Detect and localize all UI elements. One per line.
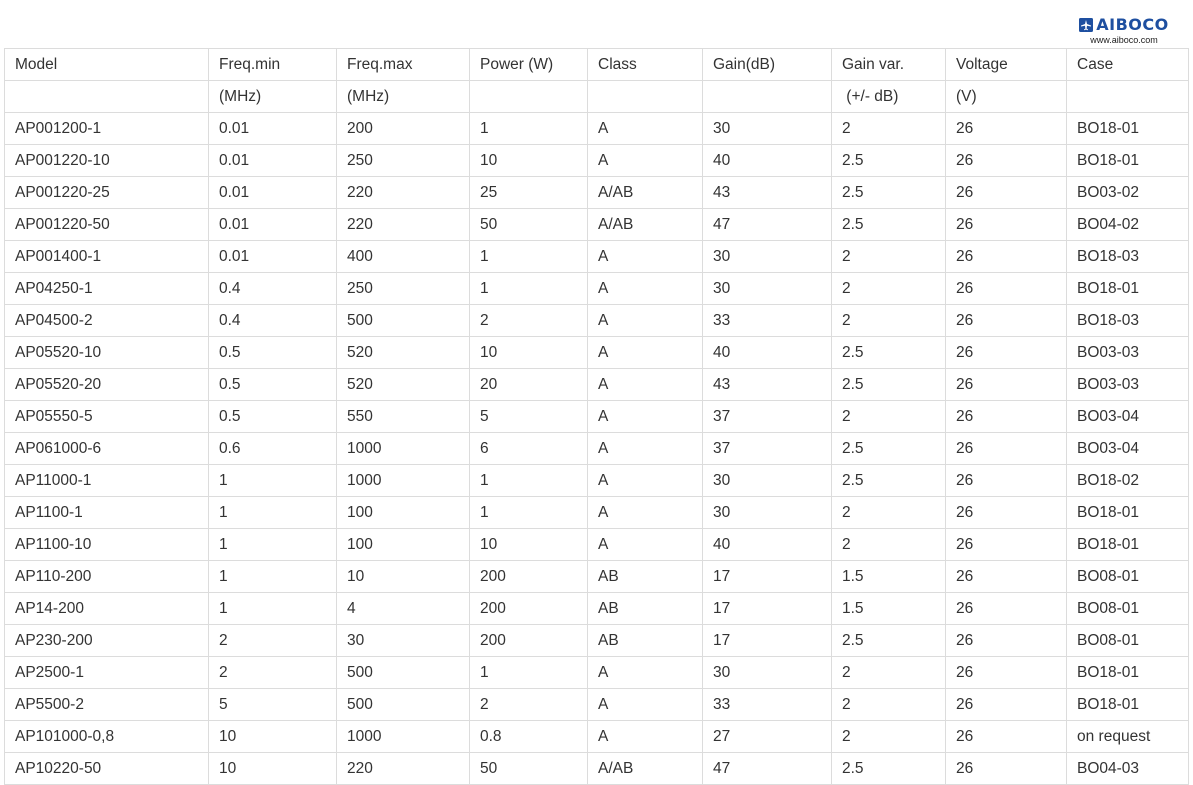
cell-gain: 17 <box>703 593 832 625</box>
cell-gain-var: 2 <box>832 305 946 337</box>
cell-gain-var: 2 <box>832 241 946 273</box>
cell-class: AB <box>588 625 703 657</box>
table-row <box>5 657 1189 689</box>
cell-case: BO18-01 <box>1067 145 1189 177</box>
cell-model: AP1100-10 <box>5 529 209 561</box>
header-row <box>5 49 1189 81</box>
units-row <box>5 81 1189 113</box>
cell-case: BO18-01 <box>1067 529 1189 561</box>
cell-gain: 30 <box>703 497 832 529</box>
cell-power: 1 <box>470 241 588 273</box>
table-row <box>5 209 1189 241</box>
cell-gain-var: 1.5 <box>832 561 946 593</box>
cell-model: AP001200-1 <box>5 113 209 145</box>
cell-case: BO18-01 <box>1067 497 1189 529</box>
table-row <box>5 273 1189 305</box>
cell-case: BO18-01 <box>1067 273 1189 305</box>
table-body <box>5 49 1189 785</box>
cell-class: AB <box>588 593 703 625</box>
table-row <box>5 721 1189 753</box>
cell-freq-max: 30 <box>337 625 470 657</box>
cell-power: 10 <box>470 145 588 177</box>
cell-gain-var: 2.5 <box>832 625 946 657</box>
cell-gain-var: 2 <box>832 689 946 721</box>
cell-freq-max: 400 <box>337 241 470 273</box>
cell-voltage: 26 <box>946 145 1067 177</box>
cell-voltage: 26 <box>946 369 1067 401</box>
cell-power: 20 <box>470 369 588 401</box>
cell-freq-min: 0.5 <box>209 369 337 401</box>
cell-class: A <box>588 369 703 401</box>
cell-model: AP001400-1 <box>5 241 209 273</box>
cell-gain-var: 2.5 <box>832 145 946 177</box>
cell-freq-max: 550 <box>337 401 470 433</box>
cell-freq-max: 100 <box>337 497 470 529</box>
units-cell-gain <box>703 81 832 113</box>
cell-gain: 37 <box>703 433 832 465</box>
cell-gain: 30 <box>703 241 832 273</box>
cell-gain: 37 <box>703 401 832 433</box>
cell-voltage: 26 <box>946 625 1067 657</box>
cell-freq-max: 520 <box>337 337 470 369</box>
units-cell-voltage: (V) <box>946 81 1067 113</box>
cell-model: AP1100-1 <box>5 497 209 529</box>
cell-gain-var: 2 <box>832 497 946 529</box>
cell-gain-var: 2.5 <box>832 369 946 401</box>
cell-voltage: 26 <box>946 241 1067 273</box>
cell-freq-min: 1 <box>209 497 337 529</box>
table-row <box>5 305 1189 337</box>
cell-power: 1 <box>470 497 588 529</box>
cell-gain: 30 <box>703 657 832 689</box>
table-row <box>5 145 1189 177</box>
cell-power: 200 <box>470 561 588 593</box>
cell-freq-min: 1 <box>209 529 337 561</box>
cell-gain: 30 <box>703 113 832 145</box>
cell-model: AP001220-10 <box>5 145 209 177</box>
cell-freq-max: 1000 <box>337 465 470 497</box>
cell-voltage: 26 <box>946 465 1067 497</box>
cell-gain-var: 2.5 <box>832 433 946 465</box>
cell-freq-min: 0.01 <box>209 113 337 145</box>
cell-class: A <box>588 529 703 561</box>
table-row <box>5 529 1189 561</box>
cell-model: AP14-200 <box>5 593 209 625</box>
cell-gain-var: 1.5 <box>832 593 946 625</box>
aiboco-logo <box>1069 15 1179 47</box>
cell-freq-min: 1 <box>209 561 337 593</box>
cell-voltage: 26 <box>946 529 1067 561</box>
cell-voltage: 26 <box>946 113 1067 145</box>
cell-class: A <box>588 657 703 689</box>
cell-freq-max: 500 <box>337 657 470 689</box>
cell-model: AP110-200 <box>5 561 209 593</box>
cell-class: A <box>588 497 703 529</box>
cell-model: AP11000-1 <box>5 465 209 497</box>
cell-freq-min: 0.4 <box>209 305 337 337</box>
cell-gain-var: 2 <box>832 657 946 689</box>
cell-gain-var: 2.5 <box>832 209 946 241</box>
table-row <box>5 625 1189 657</box>
header-cell-freq-min: Freq.min <box>209 49 337 81</box>
cell-case: BO08-01 <box>1067 625 1189 657</box>
cell-gain: 17 <box>703 625 832 657</box>
table-row <box>5 561 1189 593</box>
cell-power: 6 <box>470 433 588 465</box>
cell-gain-var: 2.5 <box>832 465 946 497</box>
cell-case: BO18-01 <box>1067 657 1189 689</box>
cell-case: BO03-03 <box>1067 337 1189 369</box>
units-cell-gain-var: (+/- dB) <box>832 81 946 113</box>
cell-gain: 43 <box>703 369 832 401</box>
airplane-icon <box>1079 18 1093 32</box>
cell-model: AP061000-6 <box>5 433 209 465</box>
units-cell-class <box>588 81 703 113</box>
cell-power: 2 <box>470 689 588 721</box>
cell-voltage: 26 <box>946 753 1067 785</box>
cell-case: BO03-04 <box>1067 433 1189 465</box>
units-cell-power <box>470 81 588 113</box>
table-row <box>5 497 1189 529</box>
cell-class: A <box>588 337 703 369</box>
cell-class: A <box>588 433 703 465</box>
cell-gain: 40 <box>703 145 832 177</box>
cell-gain-var: 2 <box>832 113 946 145</box>
cell-freq-max: 10 <box>337 561 470 593</box>
logo-name: AIBOCO <box>1096 15 1169 34</box>
cell-case: BO18-01 <box>1067 689 1189 721</box>
cell-model: AP05520-10 <box>5 337 209 369</box>
cell-class: A <box>588 305 703 337</box>
cell-gain: 47 <box>703 209 832 241</box>
cell-power: 1 <box>470 657 588 689</box>
table-row <box>5 337 1189 369</box>
cell-gain: 40 <box>703 337 832 369</box>
cell-model: AP10220-50 <box>5 753 209 785</box>
table-row <box>5 753 1189 785</box>
cell-power: 0.8 <box>470 721 588 753</box>
cell-power: 50 <box>470 753 588 785</box>
cell-power: 1 <box>470 465 588 497</box>
cell-freq-max: 4 <box>337 593 470 625</box>
cell-model: AP05550-5 <box>5 401 209 433</box>
header-cell-model: Model <box>5 49 209 81</box>
cell-gain: 33 <box>703 689 832 721</box>
cell-gain: 33 <box>703 305 832 337</box>
cell-voltage: 26 <box>946 273 1067 305</box>
cell-freq-min: 1 <box>209 465 337 497</box>
cell-class: A <box>588 689 703 721</box>
cell-gain-var: 2 <box>832 401 946 433</box>
cell-freq-min: 0.01 <box>209 209 337 241</box>
cell-power: 1 <box>470 113 588 145</box>
cell-model: AP001220-25 <box>5 177 209 209</box>
cell-case: BO18-01 <box>1067 113 1189 145</box>
cell-voltage: 26 <box>946 561 1067 593</box>
cell-case: BO18-03 <box>1067 241 1189 273</box>
cell-gain: 17 <box>703 561 832 593</box>
cell-voltage: 26 <box>946 689 1067 721</box>
cell-freq-min: 2 <box>209 625 337 657</box>
cell-power: 2 <box>470 305 588 337</box>
cell-gain-var: 2.5 <box>832 753 946 785</box>
units-cell-freq-max: (MHz) <box>337 81 470 113</box>
cell-model: AP101000-0,8 <box>5 721 209 753</box>
logo-row <box>1069 15 1179 35</box>
table-row <box>5 401 1189 433</box>
cell-gain-var: 2 <box>832 273 946 305</box>
header-cell-gain: Gain(dB) <box>703 49 832 81</box>
cell-voltage: 26 <box>946 401 1067 433</box>
cell-voltage: 26 <box>946 721 1067 753</box>
table-row <box>5 433 1189 465</box>
header-cell-class: Class <box>588 49 703 81</box>
cell-power: 1 <box>470 273 588 305</box>
table-row <box>5 689 1189 721</box>
units-cell-freq-min: (MHz) <box>209 81 337 113</box>
cell-gain: 43 <box>703 177 832 209</box>
cell-class: A <box>588 241 703 273</box>
cell-gain: 30 <box>703 465 832 497</box>
cell-model: AP04250-1 <box>5 273 209 305</box>
cell-freq-min: 10 <box>209 721 337 753</box>
cell-case: BO03-04 <box>1067 401 1189 433</box>
cell-gain: 27 <box>703 721 832 753</box>
table-row <box>5 593 1189 625</box>
cell-class: A <box>588 113 703 145</box>
cell-gain-var: 2 <box>832 529 946 561</box>
table-row <box>5 369 1189 401</box>
cell-class: A <box>588 721 703 753</box>
cell-gain-var: 2.5 <box>832 177 946 209</box>
cell-freq-max: 1000 <box>337 721 470 753</box>
cell-freq-max: 220 <box>337 209 470 241</box>
cell-class: A/AB <box>588 177 703 209</box>
cell-case: BO18-02 <box>1067 465 1189 497</box>
cell-freq-min: 0.5 <box>209 337 337 369</box>
table-row <box>5 241 1189 273</box>
cell-voltage: 26 <box>946 209 1067 241</box>
cell-model: AP04500-2 <box>5 305 209 337</box>
cell-power: 200 <box>470 593 588 625</box>
cell-case: BO03-03 <box>1067 369 1189 401</box>
cell-freq-min: 0.6 <box>209 433 337 465</box>
cell-freq-min: 5 <box>209 689 337 721</box>
cell-voltage: 26 <box>946 337 1067 369</box>
cell-freq-max: 100 <box>337 529 470 561</box>
cell-model: AP05520-20 <box>5 369 209 401</box>
cell-case: BO04-02 <box>1067 209 1189 241</box>
cell-freq-min: 2 <box>209 657 337 689</box>
cell-power: 10 <box>470 529 588 561</box>
cell-voltage: 26 <box>946 593 1067 625</box>
cell-freq-max: 500 <box>337 689 470 721</box>
cell-freq-max: 250 <box>337 273 470 305</box>
cell-freq-min: 0.01 <box>209 241 337 273</box>
cell-model: AP5500-2 <box>5 689 209 721</box>
cell-freq-max: 220 <box>337 753 470 785</box>
cell-power: 25 <box>470 177 588 209</box>
cell-case: on request <box>1067 721 1189 753</box>
cell-freq-min: 0.01 <box>209 177 337 209</box>
logo-url: www.aiboco.com <box>1090 35 1158 45</box>
cell-case: BO08-01 <box>1067 561 1189 593</box>
cell-gain: 47 <box>703 753 832 785</box>
cell-freq-max: 520 <box>337 369 470 401</box>
cell-class: A <box>588 401 703 433</box>
cell-model: AP2500-1 <box>5 657 209 689</box>
cell-freq-min: 1 <box>209 593 337 625</box>
table-row <box>5 465 1189 497</box>
cell-freq-min: 0.01 <box>209 145 337 177</box>
cell-class: A/AB <box>588 209 703 241</box>
cell-freq-max: 1000 <box>337 433 470 465</box>
table-row <box>5 177 1189 209</box>
units-cell-model <box>5 81 209 113</box>
cell-power: 10 <box>470 337 588 369</box>
header-cell-freq-max: Freq.max <box>337 49 470 81</box>
cell-case: BO08-01 <box>1067 593 1189 625</box>
cell-freq-max: 500 <box>337 305 470 337</box>
header-cell-power: Power (W) <box>470 49 588 81</box>
cell-gain-var: 2.5 <box>832 337 946 369</box>
cell-freq-min: 0.5 <box>209 401 337 433</box>
cell-voltage: 26 <box>946 305 1067 337</box>
cell-model: AP001220-50 <box>5 209 209 241</box>
cell-case: BO03-02 <box>1067 177 1189 209</box>
cell-class: A <box>588 273 703 305</box>
cell-gain: 40 <box>703 529 832 561</box>
cell-voltage: 26 <box>946 433 1067 465</box>
cell-power: 50 <box>470 209 588 241</box>
cell-freq-max: 220 <box>337 177 470 209</box>
cell-voltage: 26 <box>946 497 1067 529</box>
cell-model: AP230-200 <box>5 625 209 657</box>
cell-voltage: 26 <box>946 657 1067 689</box>
cell-voltage: 26 <box>946 177 1067 209</box>
cell-power: 5 <box>470 401 588 433</box>
header-cell-gain-var: Gain var. <box>832 49 946 81</box>
cell-freq-min: 0.4 <box>209 273 337 305</box>
cell-freq-min: 10 <box>209 753 337 785</box>
cell-gain: 30 <box>703 273 832 305</box>
amplifier-specs-table <box>4 48 1189 785</box>
header-cell-voltage: Voltage <box>946 49 1067 81</box>
table-row <box>5 113 1189 145</box>
cell-case: BO18-03 <box>1067 305 1189 337</box>
cell-class: AB <box>588 561 703 593</box>
cell-class: A <box>588 465 703 497</box>
cell-freq-max: 250 <box>337 145 470 177</box>
header-cell-case: Case <box>1067 49 1189 81</box>
cell-class: A/AB <box>588 753 703 785</box>
cell-class: A <box>588 145 703 177</box>
cell-power: 200 <box>470 625 588 657</box>
units-cell-case <box>1067 81 1189 113</box>
cell-gain-var: 2 <box>832 721 946 753</box>
cell-freq-max: 200 <box>337 113 470 145</box>
cell-case: BO04-03 <box>1067 753 1189 785</box>
